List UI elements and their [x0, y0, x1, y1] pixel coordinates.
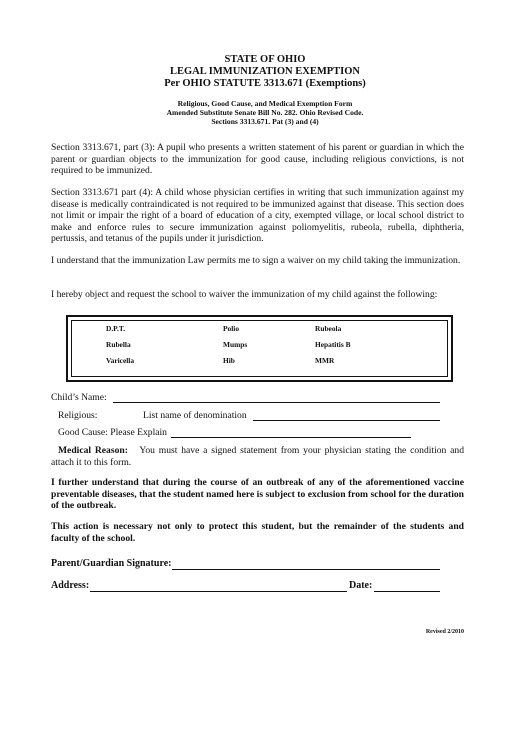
vaccine-list-inner-border [71, 320, 448, 377]
vaccine-mmr: MMR [315, 356, 335, 365]
parent-signature-field[interactable] [172, 569, 440, 570]
religious-label: Religious: [58, 410, 98, 421]
form-title: LEGAL IMMUNIZATION EXEMPTION [170, 66, 360, 77]
address-field[interactable] [90, 591, 347, 592]
outbreak-statement: I further understand that during the course of an outbreak of any of the aforementioned vaccine preventable diseases, that the student named here is subject to exclusion from school for the duration of the outbreak. [51, 477, 464, 512]
medical-reason-instructions: You must have a signed statement from your physician stating the condition and attach it to this form. [51, 445, 465, 468]
medical-reason-paragraph [51, 445, 464, 468]
form-subtitle: Religious, Good Cause, and Medical Exemption Form [177, 99, 353, 108]
vaccine-polio: Polio [223, 324, 240, 333]
vaccine-mumps: Mumps [223, 340, 248, 349]
form-sections-reference: Sections 3313.671. Pat (3) and (4) [211, 117, 319, 126]
vaccine-rubeola: Rubeola [315, 324, 342, 333]
denomination-label: List name of denomination [143, 410, 247, 421]
form-bill-reference: Amended Substitute Senate Bill No. 282. Ohio Revised Code. [166, 108, 364, 117]
date-field[interactable] [374, 591, 440, 592]
good-cause-label: Good Cause: Please Explain [58, 427, 167, 438]
waiver-understanding-paragraph: I understand that the immunization Law permits me to sign a waiver on my child taking the immunization. [51, 255, 461, 266]
medical-reason-label: Medical Reason: [58, 445, 128, 456]
vaccine-hib: Hib [223, 356, 235, 365]
section-4-paragraph: Section 3313.671 part (4): A child whose physician certifies in writing that such immunization against my disease is medically contraindicated is not required to be immunized against that disease. This section does not limit or impair the right of a board of education of a city, exempted village, or local school district to make and enforce rules to secure immunization against poliomyelitis, rubeola, rubella, diphtheria, pertussis, and tetanus of the pupils under it jurisdiction. [51, 187, 464, 245]
child-name-label: Child’s Name: [51, 392, 107, 403]
objection-paragraph: I hereby object and request the school to waiver the immunization of my child against the following: [51, 289, 438, 300]
denomination-field[interactable] [253, 420, 440, 421]
date-label: Date: [349, 580, 373, 591]
vaccine-varicella: Varicella [106, 356, 135, 365]
necessity-statement: This action is necessary not only to protect this student, but the remainder of the students and faculty of the school. [51, 521, 464, 544]
vaccine-list-box [66, 315, 453, 382]
vaccine-rubella: Rubella [106, 340, 131, 349]
revision-date: Revised 2/2010 [425, 629, 464, 635]
form-title-state: STATE OF OHIO [224, 54, 306, 65]
child-name-field[interactable] [113, 402, 440, 403]
good-cause-field[interactable] [171, 437, 411, 438]
section-3-paragraph: Section 3313.671, part (3): A pupil who presents a written statement of his parent or guardian in which the parent or guardian objects to the immunization for good cause, including religious convictions, is not required to be immunized. [51, 142, 464, 177]
vaccine-hepatitis-b: Hepatitis B [315, 340, 351, 349]
vaccine-dpt: D.P.T. [106, 324, 126, 333]
address-label: Address: [51, 580, 90, 591]
parent-signature-label: Parent/Guardian Signature: [51, 558, 172, 569]
form-statute: Per OHIO STATUTE 3313.671 (Exemptions) [164, 78, 366, 89]
